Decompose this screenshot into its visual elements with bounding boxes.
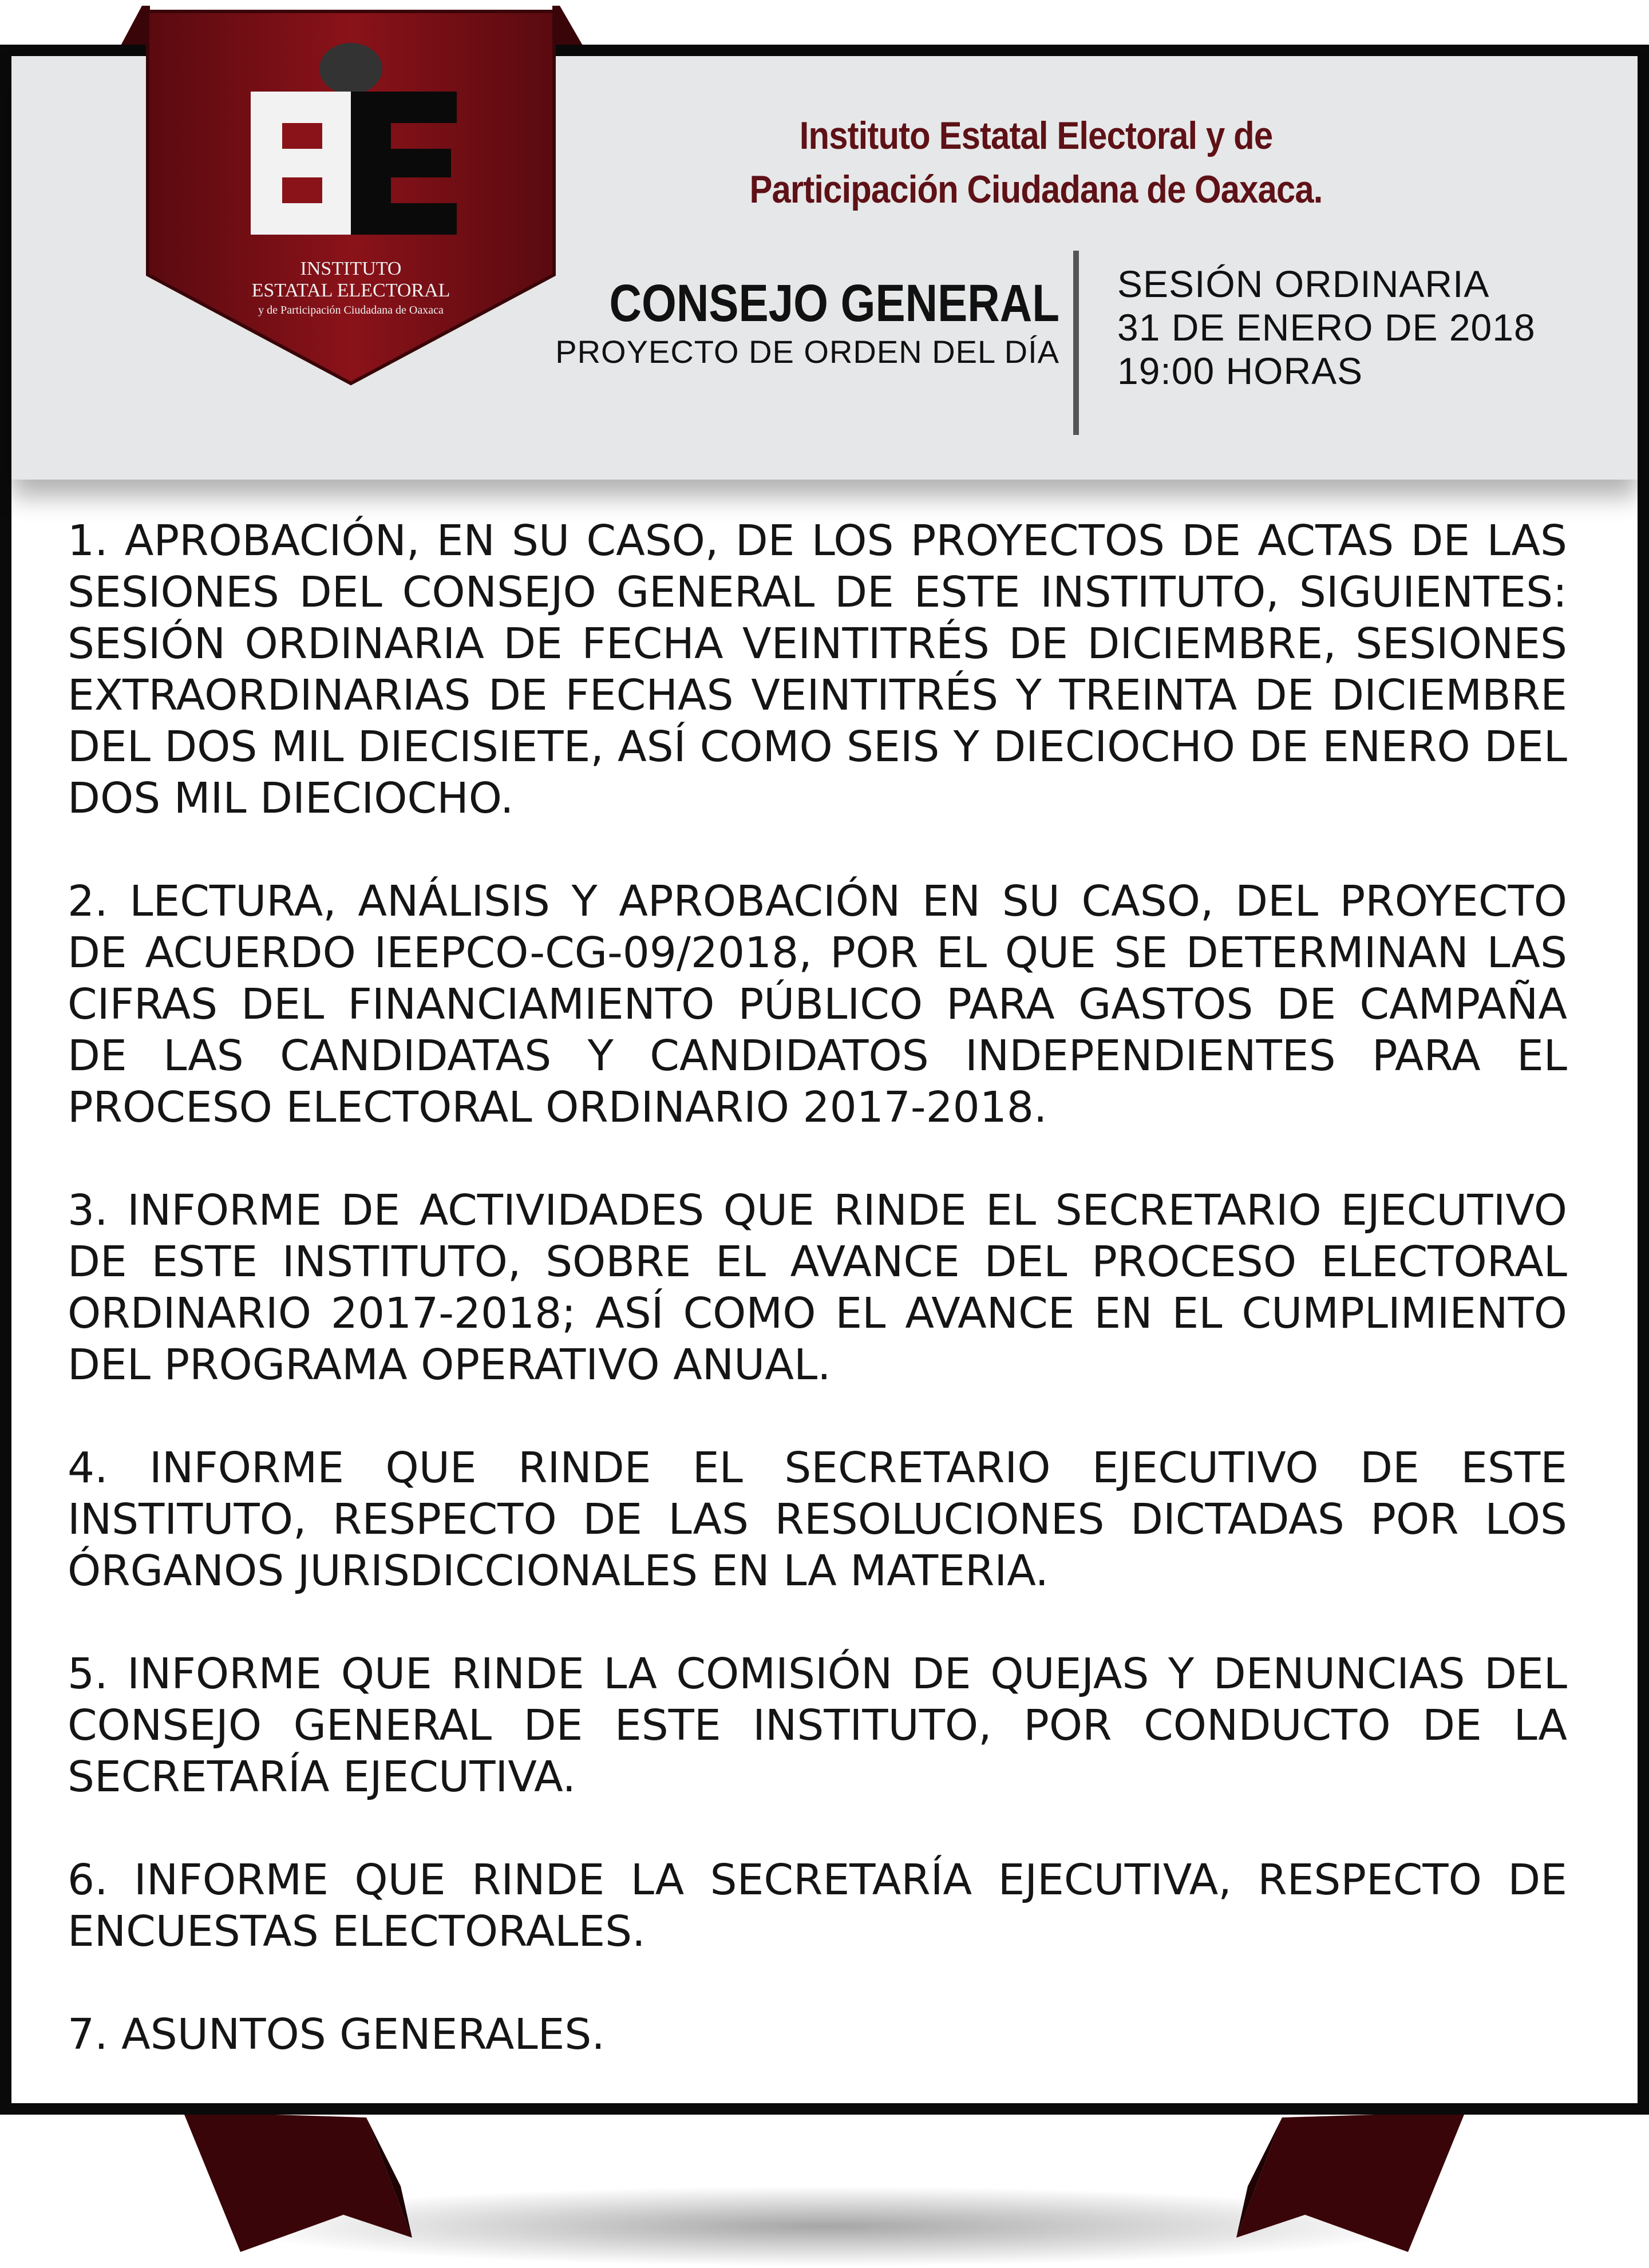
agenda-item-6: 6. INFORME QUE RINDE LA SECRETARÍA EJECUTIVA, RESPECTO DE ENCUESTAS ELECTORALES. xyxy=(68,1855,1567,1956)
agenda-item-5: 5. INFORME QUE RINDE LA COMISIÓN DE QUEJAS Y DENUNCIAS DEL CONSEJO GENERAL DE ESTE INSTITUTO, POR CONDUCTO DE LA SECRETARÍA EJECUTIVA. xyxy=(68,1649,1567,1802)
logo-line-3: y de Participación Ciudadana de Oaxaca xyxy=(258,304,444,316)
session-info xyxy=(1117,262,1536,393)
logo-line-2: ESTATAL ELECTORAL xyxy=(251,280,450,301)
institution-name xyxy=(683,109,1389,216)
bottom-ribbon xyxy=(0,2095,1649,2266)
agenda-item-4: 4. INFORME QUE RINDE EL SECRETARIO EJECUTIVO DE ESTE INSTITUTO, RESPECTO DE LAS RESOLUCIONES DICTADAS POR LOS ÓRGANOS JURISDICCIONALES EN LA MATERIA. xyxy=(68,1443,1567,1596)
session-time: 19:00 HORAS xyxy=(1117,350,1363,392)
session-type: SESIÓN ORDINARIA xyxy=(1117,263,1490,305)
agenda-list xyxy=(68,515,1567,2060)
agenda-item-7: 7. ASUNTOS GENERALES. xyxy=(68,2010,605,2059)
agenda-item-2: 2. LECTURA, ANÁLISIS Y APROBACIÓN EN SU CASO, DEL PROYECTO DE ACUERDO IEEPCO-CG-09/2018, POR EL QUE SE DETERMINAN LAS CIFRAS DEL FINANCIAMIENTO PÚBLICO PARA GASTOS DE CAMPAÑA DE LAS CANDIDATAS Y CANDIDATOS INDEPENDIENTES PARA EL PROCESO ELECTORAL ORDINARIO 2017-2018. xyxy=(68,877,1567,1132)
institution-line-1: Instituto Estatal Electoral y de xyxy=(799,114,1273,157)
agenda-item-3: 3. INFORME DE ACTIVIDADES QUE RINDE EL SECRETARIO EJECUTIVO DE ESTE INSTITUTO, SOBRE EL AVANCE DEL PROCESO ELECTORAL ORDINARIO 2017-2018; ASÍ COMO EL AVANCE EN EL CUMPLIMIENTO DEL PROGRAMA OPERATIVO ANUAL. xyxy=(68,1186,1567,1390)
council-subtitle: PROYECTO DE ORDEN DEL DÍA xyxy=(555,334,1059,370)
agenda-item-1: 1. APROBACIÓN, EN SU CASO, DE LOS PROYECTOS DE ACTAS DE LAS SESIONES DEL CONSEJO GENERAL DE ESTE INSTITUTO, SIGUIENTES: SESIÓN ORDINARIA DE FECHA VEINTITRÉS DE DICIEMBRE, SESIONES EXTRAORDINARIAS DE FECHAS VEINTITRÉS Y TREINTA DE DICIEMBRE DEL DOS MIL DIECISIETE, ASÍ COMO SEIS Y DIECIOCHO DE ENERO DEL DOS MIL DIECIOCHO. xyxy=(68,516,1567,823)
header-divider xyxy=(1073,251,1079,435)
council-title: CONSEJO GENERAL xyxy=(609,274,1059,333)
logo-line-1: INSTITUTO xyxy=(300,258,402,279)
council-block xyxy=(487,275,1059,372)
session-date: 31 DE ENERO DE 2018 xyxy=(1117,306,1536,349)
institution-line-2: Participación Ciudadana de Oaxaca. xyxy=(749,168,1323,211)
